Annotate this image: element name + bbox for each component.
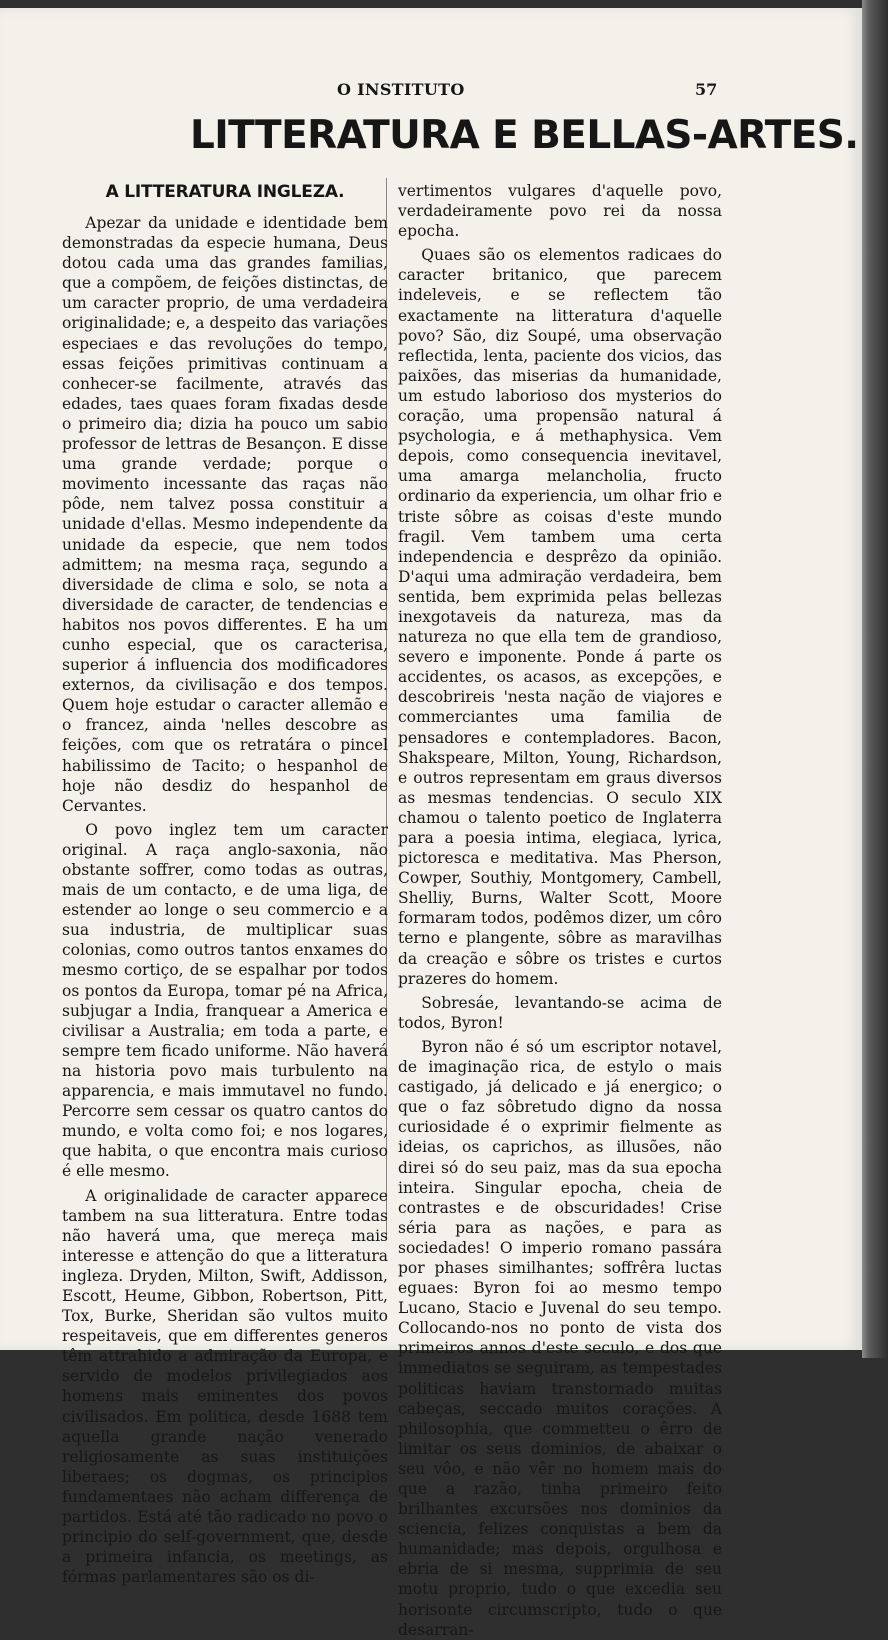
section-title: LITTERATURA E BELLAS-ARTES. <box>190 113 859 158</box>
left-paragraph-1: Apezar da unidade e identidade bem demonstradas da especie humana, Deus dotou cada uma das grandes familias, que a compõem, de feições distinctas, de um caracter proprio, de uma verdadeira originalidade; e, a despeito das variações especiaes e das revoluções do tempo, essas feições primitivas continuam a conhecer-se facilmente, através das edades, taes quaes foram fixadas desde o primeiro dia; dizia ha pouco um sabio professor de lettras de Besançon. E disse uma grande verdade; porque o movimento incessante das raças não pôde, nem talvez possa constituir a unidade d'ellas. Mesmo independente da unidade da especie, que nem todos admittem; na mesma raça, segundo a diversidade de clima e solo, se nota a diversidade de caracter, de tendencias e habitos nos povos differentes. E ha um cunho especial, que os caracterisa, superior á influencia dos modificadores externos, da civilisação e dos tempos. Quem hoje estudar o caracter allemão e o francez, ainda 'nelles descobre as feições, com que os retratára o pincel habilissimo de Tacito; o hespanhol de hoje não desdiz do hespanhol de Cervantes. <box>62 214 388 815</box>
left-paragraph-3: A originalidade de caracter apparece tambem na sua litteratura. Entre todas não haverá uma, que mereça mais interesse e attenção do que a litteratura ingleza. Dryden, Milton, Swift, Addisson, Escott, Heume, Gibbon, Robertson, Pitt, Tox, Burke, Sheridan são vultos muito respeitaveis, que em differentes generos têm attrahido a admiração da Europa, e servido de modelos privilegiados aos homens mais eminentes dos povos civilisados. Em politica, desde 1688 tem aquella grande nação venerado religiosamente as suas instituições liberaes; os dogmas, os principios fundamentaes não acham differença de partidos. Está até tão radicado no povo o principio do self-government, que, desde a primeira infancia, os meetings, as fórmas parlamentares são os di- <box>62 1186 388 1587</box>
right-paragraph-1: vertimentos vulgares d'aquelle povo, verdadeiramente povo rei da nossa epocha. <box>398 182 722 241</box>
left-paragraph-2: O povo inglez tem um caracter original. A raça anglo-saxonia, não obstante soffrer, como todas as outras, mais de um contacto, e de uma liga, de estender ao longe o seu commercio e a sua industria, de multiplicar suas colonias, como outros tantos enxames do mesmo cortiço, de se espalhar por todos os pontos da Europa, tomar pé na Africa, subjugar a India, franquear a America e civilisar a Australia; em toda a parte, e sempre tem ficado uniforme. Não haverá na historia povo mais turbulento na apparencia, e mais immutavel no fundo. Percorre sem cessar os quatro cantos do mundo, e volta como foi; e nos logares, que habita, o que encontra mais curioso é elle mesmo. <box>62 820 388 1181</box>
book-edge <box>862 0 888 1358</box>
article-title: A LITTERATURA INGLEZA. <box>105 182 345 202</box>
page-number: 57 <box>695 80 718 99</box>
page-header <box>0 80 862 110</box>
document-page <box>0 8 862 1639</box>
running-title: O INSTITUTO <box>337 80 465 99</box>
right-paragraph-3: Sobresáe, levantando-se acima de todos, Byron! <box>398 993 722 1032</box>
right-paragraph-4: Byron não é só um escriptor notavel, de imaginação rica, de estylo o mais castigado, já delicado e já energico; o que o faz sôbretudo digno da nossa curiosidade é o exprimir fielmente as ideias, os caprichos, as illusões, não direi só do seu paiz, mas da sua epocha inteira. Singular epocha, cheia de contrastes e de obscuridades! Crise séria para as nações, e para as sociedades! O imperio romano passára por phases similhantes; soffrêra luctas eguaes: Byron foi ao mesmo tempo Lucano, Stacio e Juvenal do seu tempo. Collocando-nos no ponto de vista dos primeiros annos d'este seculo, e dos que immediatos se seguiram, as tempestades politicas haviam transtornado muitas cabeças, seccado muitos corações. A philosophia, que commetteu o êrro de limitar os seus dominios, de abaixar o seu vôo, e não vêr no homem mais do que a razão, tinha primeiro feito brilhantes excursões nos dominios da sciencia, felizes conquistas a bem da humanidade; mas depois, orgulhosa e ebria de si mesma, supprimia de seu motu proprio, tudo o que excedia seu horisonte circumscripto, tudo o que desarran- <box>398 1037 722 1639</box>
right-paragraph-2: Quaes são os elementos radicaes do caracter britanico, que parecem indeleveis, e se reflectem tão exactamente na litteratura d'aquelle povo? São, diz Soupé, uma observação reflectida, lenta, paciente dos vicios, das paixões, das miserias da humanidade, um estudo laborioso dos mysterios do coração, uma propensão natural á psychologia, e á methaphysica. Vem depois, como consequencia inevitavel, uma amarga melancholia, fructo ordinario da experiencia, um olhar frio e triste sôbre as coisas d'este mundo fragil. Vem tambem uma certa independencia e desprêzo da opinião. D'aqui uma admiração verdadeira, bem sentida, bem exprimida pelas bellezas inexgotaveis da natureza, mas da natureza no que ella tem de grandioso, severo e imponente. Ponde á parte os accidentes, os acasos, as excepções, e descobrireis 'nesta nação de viajores e commerciantes uma familia de pensadores e contempladores. Bacon, Shakspeare, Milton, Young, Richardson, e outros representam em graus diversos as mesmas tendencias. O seculo XIX chamou o talento poetico de Inglaterra para a poesia intima, elegiaca, lyrica, pictoresca e meditativa. Mas Pherson, Cowper, Southiy, Montgomery, Cambell, Shelliy, Burns, Walter Scott, Moore formaram todos, podêmos dizer, um côro terno e plangente, sôbre as maravilhas da creação e sôbre os tristes e curtos prazeres do homem. <box>398 246 722 988</box>
left-column <box>62 181 388 1587</box>
right-column <box>398 181 722 1639</box>
